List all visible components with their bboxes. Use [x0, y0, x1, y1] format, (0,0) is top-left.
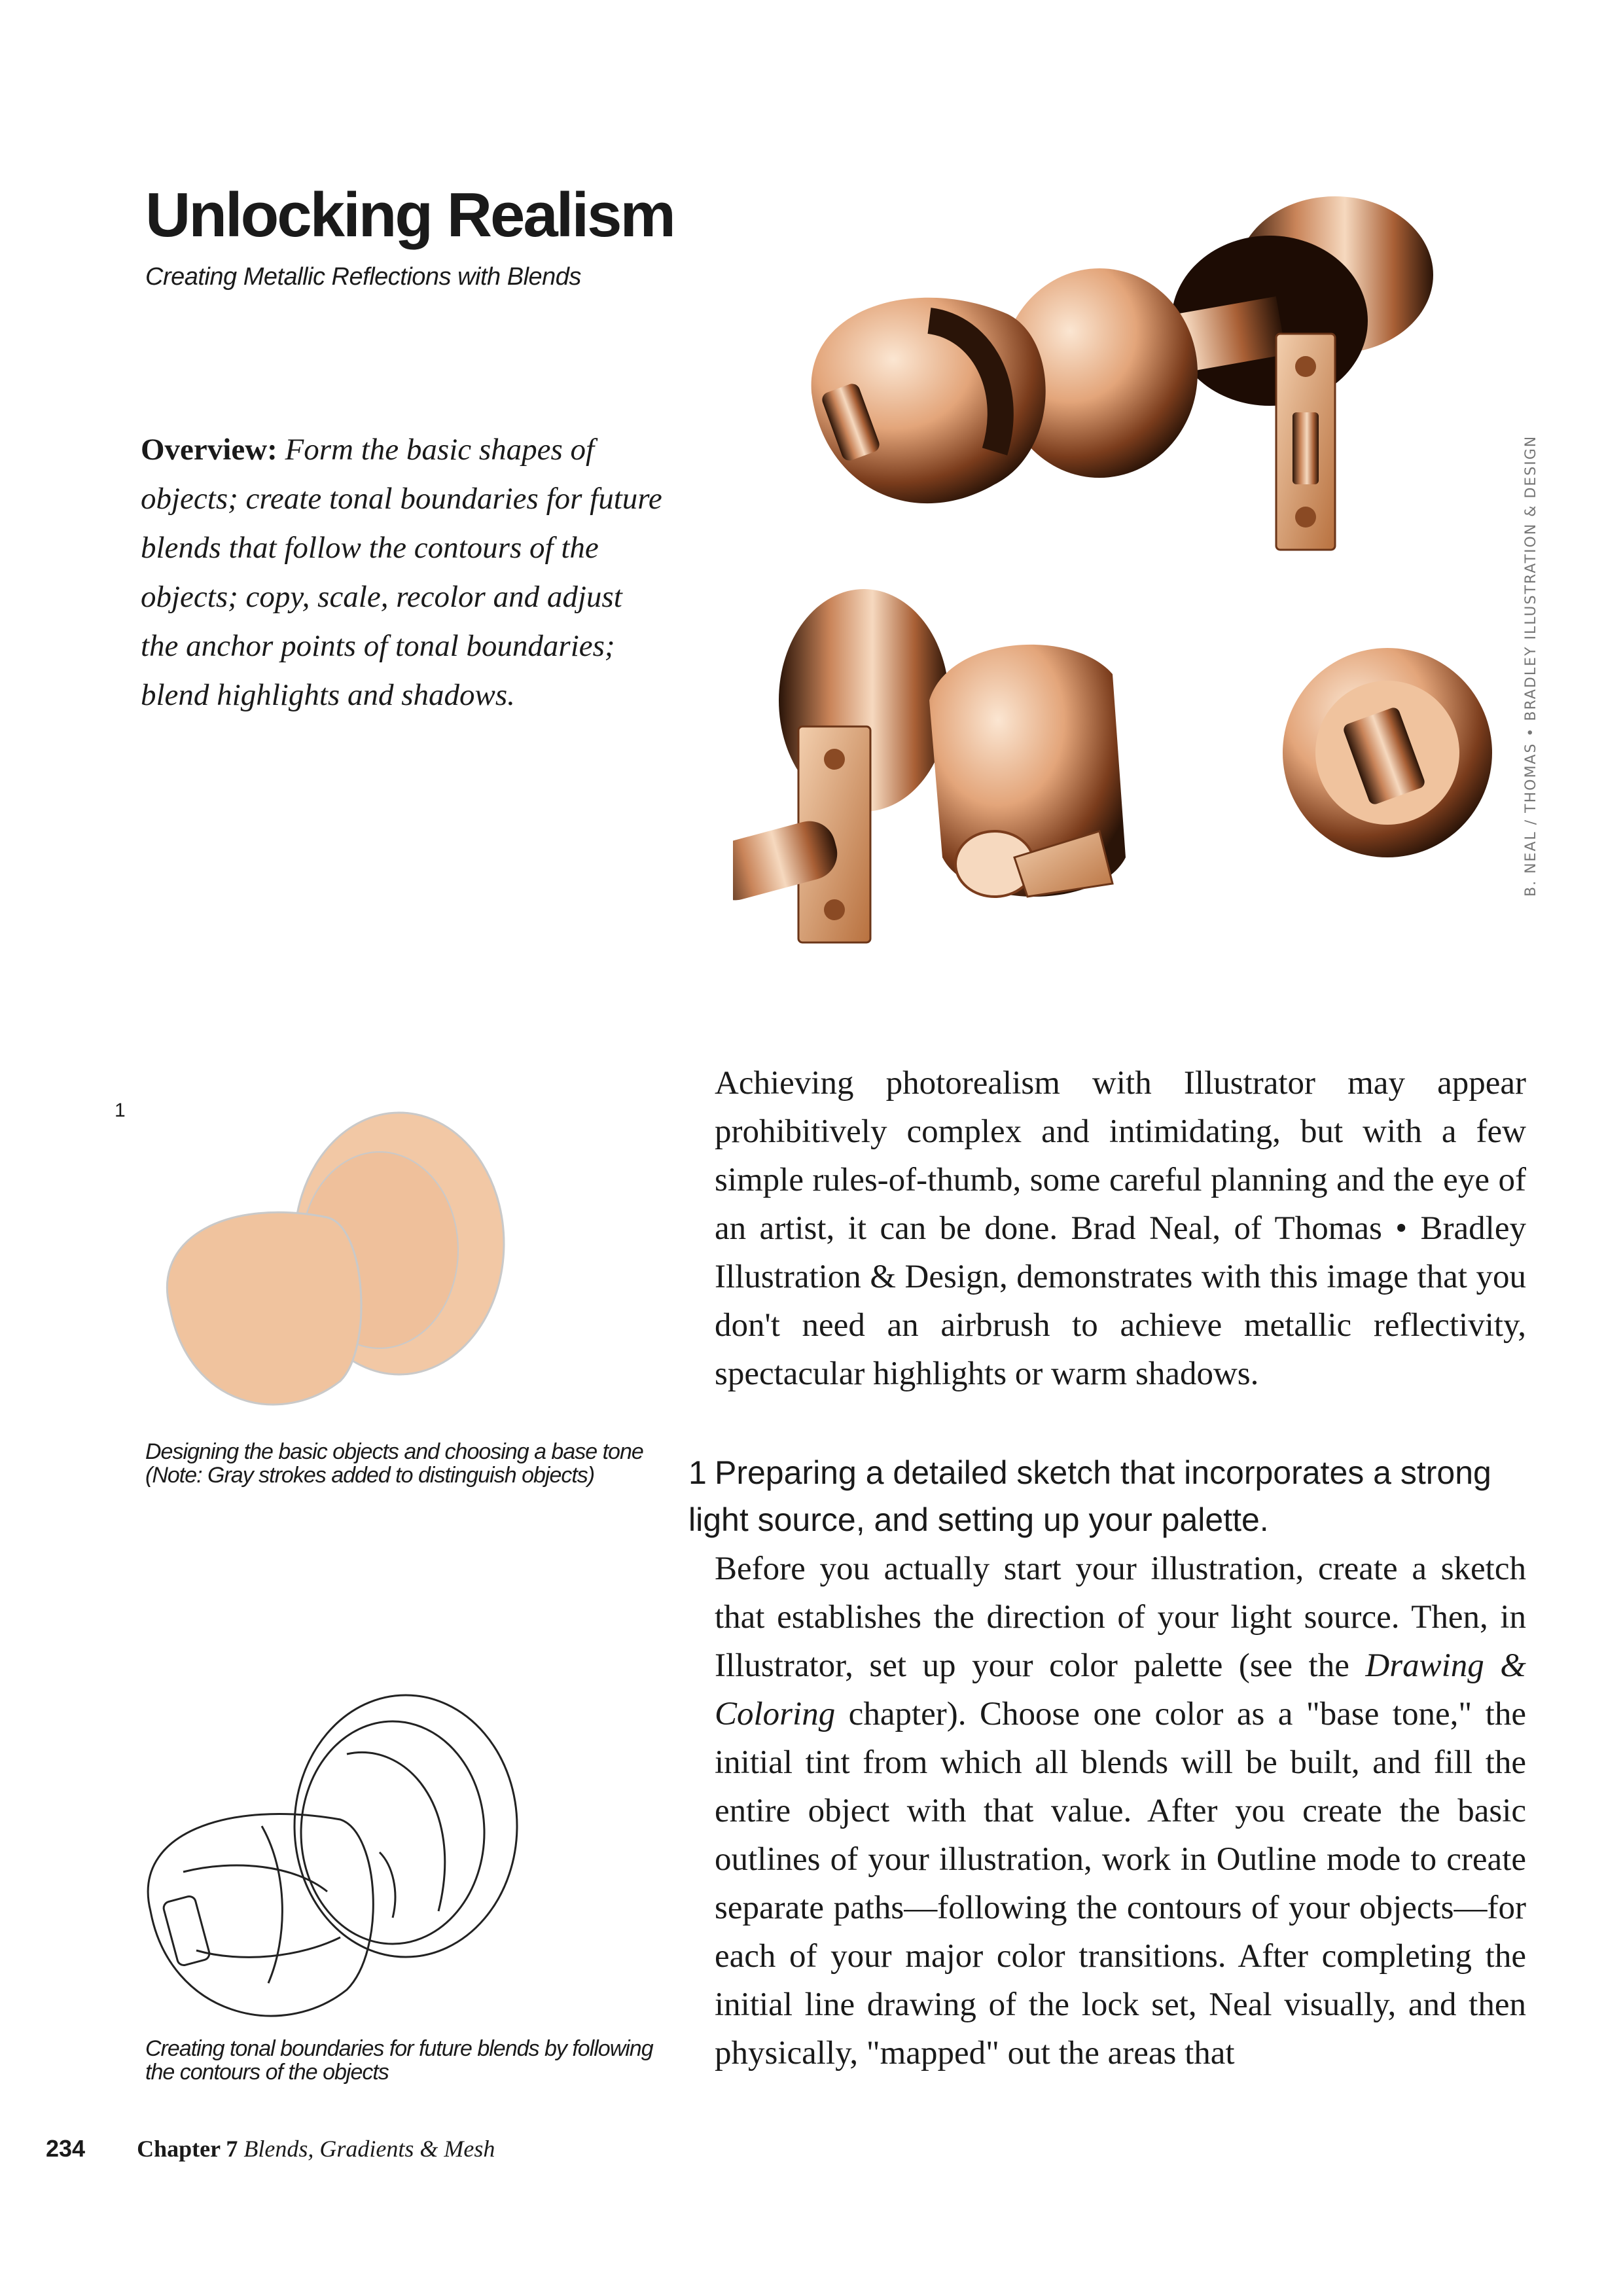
step-1-body	[715, 1545, 1526, 2077]
chapter-reference: Drawing & Coloring	[715, 1647, 1526, 1732]
figure-1-caption: Designing the basic objects and choosing a base tone (Note: Gray strokes added to distinguish objects)	[145, 1439, 643, 1488]
intro-paragraph: Achieving photorealism with Illustrator may appear prohibitively complex and intimidating, but with a few simple rules-of-thumb, some careful planning and the eye of an artist, it can be done. Brad Neal, of Thomas • Bradley Illustration & Design, demonstrates with this image that you don't need an airbrush to achieve metallic reflectivity, spectacular highlights or warm shadows.	[715, 1065, 1526, 1392]
lockset-illustration	[733, 177, 1505, 995]
step-1-heading	[688, 1449, 1533, 1543]
button-outline	[162, 1895, 211, 1967]
knob-outline	[148, 1814, 373, 2016]
step-1-body-part-1: Before you actually start your illustration, create a sketch that establishes the direction of your light source. Then, in Illustrator, set up your color palette (see the	[715, 1551, 1526, 1684]
page-subtitle: Creating Metallic Reflections with Blends	[145, 263, 581, 291]
step-1-heading-text: Preparing a detailed sketch that incorporates a strong light source, and setting up your palette.	[688, 1454, 1491, 1538]
overview-text: Form the basic shapes of objects; create tonal boundaries for future blends that follow the contours of the objects; copy, scale, recolor and adjust the anchor points of tonal boundaries; blend highlights and shadows.	[141, 433, 662, 712]
chapter-label: Chapter 7	[137, 2136, 238, 2162]
chapter-title: Blends, Gradients & Mesh	[243, 2136, 495, 2162]
knob-shape	[167, 1212, 361, 1405]
step-1-body-part-2: chapter). Choose one color as a "base tone," the initial tint from which all blends will be built, and fill the entire object with that value. After you create the basic outlines of your illustration, work in Outline mode to create separate paths—following the contours of your objects—for each of your major color transitions. After completing the initial line drawing of the lock set, Neal visually, and then physically, "mapped" out the areas that	[715, 1696, 1526, 2072]
illustration-credit	[1523, 435, 1549, 897]
overview-label: Overview:	[141, 433, 277, 467]
figure-1-number: 1	[115, 1100, 126, 1121]
overview	[141, 425, 664, 720]
base-tone-knob-figure	[131, 1073, 537, 1446]
step-1-number: 1	[688, 1454, 707, 1491]
page-number: 234	[46, 2135, 86, 2162]
page-footer	[46, 2135, 495, 2162]
page-title: Unlocking Realism	[145, 180, 674, 250]
credit-text: B. NEAL / THOMAS • BRADLEY ILLUSTRATION & DESIGN	[1523, 435, 1539, 897]
tonal-boundaries-figure	[131, 1676, 537, 2042]
figure-2-caption: Creating tonal boundaries for future blends by following the contours of the objects	[145, 2036, 653, 2085]
